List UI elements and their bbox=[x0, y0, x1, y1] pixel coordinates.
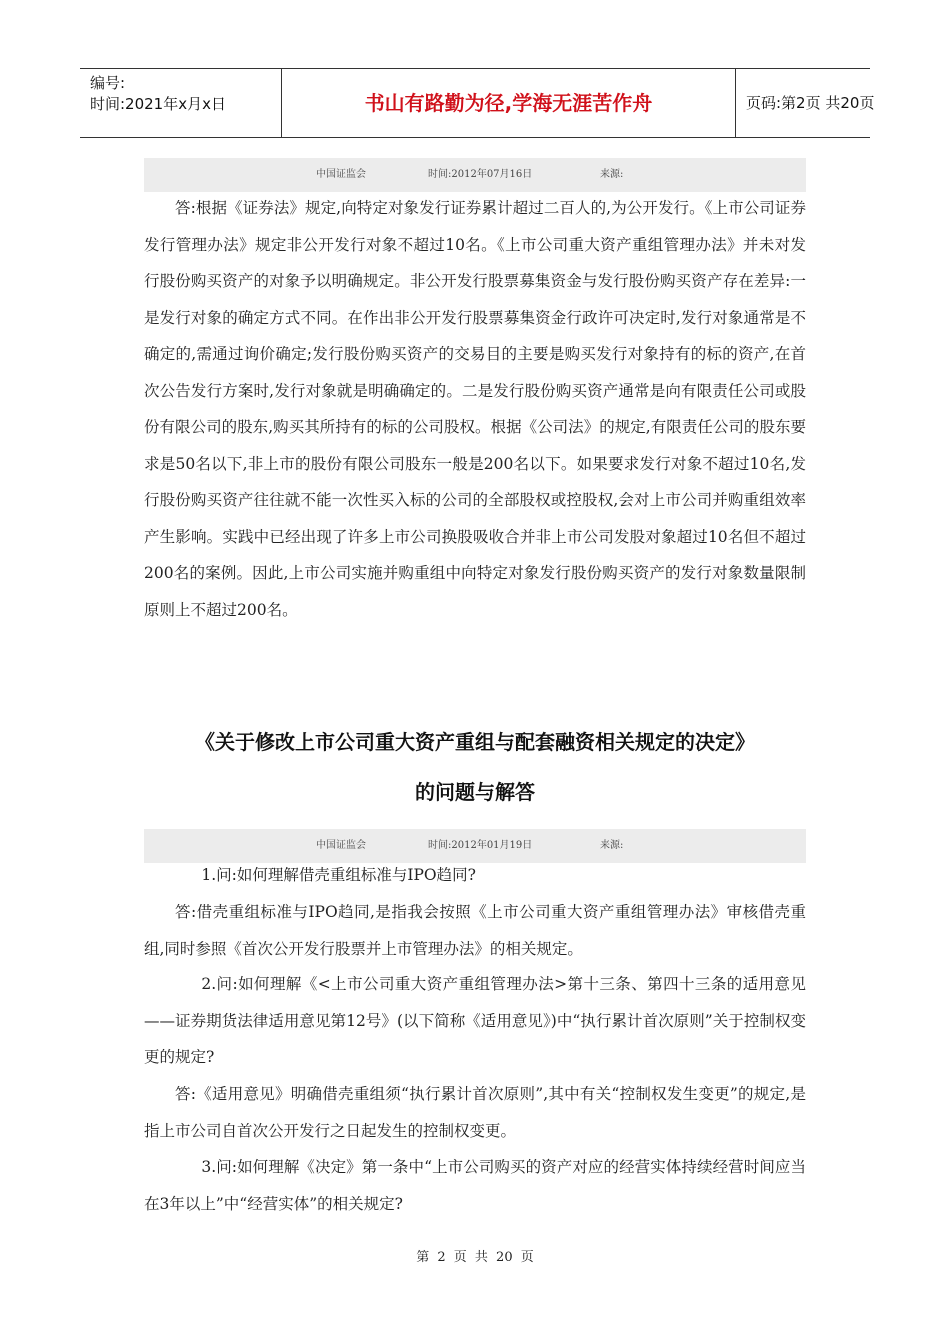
page-header bbox=[80, 68, 875, 138]
info-time: 时间:2012年07月16日 bbox=[428, 169, 533, 180]
header-motto: 书山有路勤为径,学海无涯苦作舟 bbox=[281, 69, 736, 137]
header-meta bbox=[80, 69, 281, 137]
info-time: 时间:2012年01月19日 bbox=[428, 840, 533, 851]
section-title-line1: 《关于修改上市公司重大资产重组与配套融资相关规定的决定》 bbox=[195, 730, 755, 754]
answer-paragraph: 答:根据《证券法》规定,向特定对象发行证券累计超过二百人的,为公开发行。《上市公司证券发行管理办法》规定非公开发行对象不超过10名。《上市公司重大资产重组管理办法》并未对发行股份购买资产的对象予以明确规定。非公开发行股票募集资金与发行股份购买资产存在差异:一是发行对象的确定方式不同。在作出非公开发行股票募集资金行政许可决定时,发行对象通常是不确定的,需通过询价确定;发行股份购买资产的交易目的主要是购买发行对象持有的标的资产,在首次公告发行方案时,发行对象就是明确确定的。二是发行股份购买资产通常是向有限责任公司或股份有限公司的股东,购买其所持有的标的公司股权。根据《公司法》的规定,有限责任公司的股东要求是50名以下,非上市的股份有限公司股东一般是200名以下。如果要求发行对象不超过10名,发行股份购买资产往往就不能一次性买入标的公司的全部股权或控股权,会对上市公司并购重组效率产生影响。实践中已经出现了许多上市公司换股吸收合并非上市公司发股对象超过10名但不超过200名的案例。因此,上市公司实施并购重组中向特定对象发行股份购买资产的发行对象数量限制原则上不超过200名。 bbox=[144, 199, 806, 619]
info-source: 来源: bbox=[600, 169, 624, 180]
question-3: 3.问:如何理解《决定》第一条中“上市公司购买的资产对应的经营实体持续经营时间应当在3年以上”中“经营实体”的相关规定? bbox=[144, 1158, 806, 1213]
question-1: 1.问:如何理解借壳重组标准与IPO趋同? bbox=[201, 866, 476, 884]
info-source-org: 中国证监会 bbox=[316, 169, 366, 180]
info-bar-1 bbox=[144, 158, 806, 192]
header-page-label: 页码:第2页 共20页 bbox=[746, 94, 875, 112]
page-footer: 第 2 页 共 20 页 bbox=[416, 1250, 534, 1265]
info-source-org: 中国证监会 bbox=[316, 840, 366, 851]
number-label: 编号: bbox=[90, 74, 126, 92]
answer-1: 答:借壳重组标准与IPO趋同,是指我会按照《上市公司重大资产重组管理办法》审核借壳重组,同时参照《首次公开发行股票并上市管理办法》的相关规定。 bbox=[144, 903, 806, 958]
question-2: 2.问:如何理解《<上市公司重大资产重组管理办法>第十三条、第四十三条的适用意见——证券期货法律适用意见第12号》(以下简称《适用意见》)中“执行累计首次原则”关于控制权变更的规定? bbox=[144, 975, 806, 1066]
section-title-line2: 的问题与解答 bbox=[415, 780, 535, 804]
time-label: 时间:2021年x月x日 bbox=[90, 95, 226, 113]
info-source: 来源: bbox=[600, 840, 624, 851]
answer-2: 答:《适用意见》明确借壳重组须“执行累计首次原则”,其中有关“控制权发生变更”的规定,是指上市公司自首次公开发行之日起发生的控制权变更。 bbox=[144, 1085, 806, 1140]
